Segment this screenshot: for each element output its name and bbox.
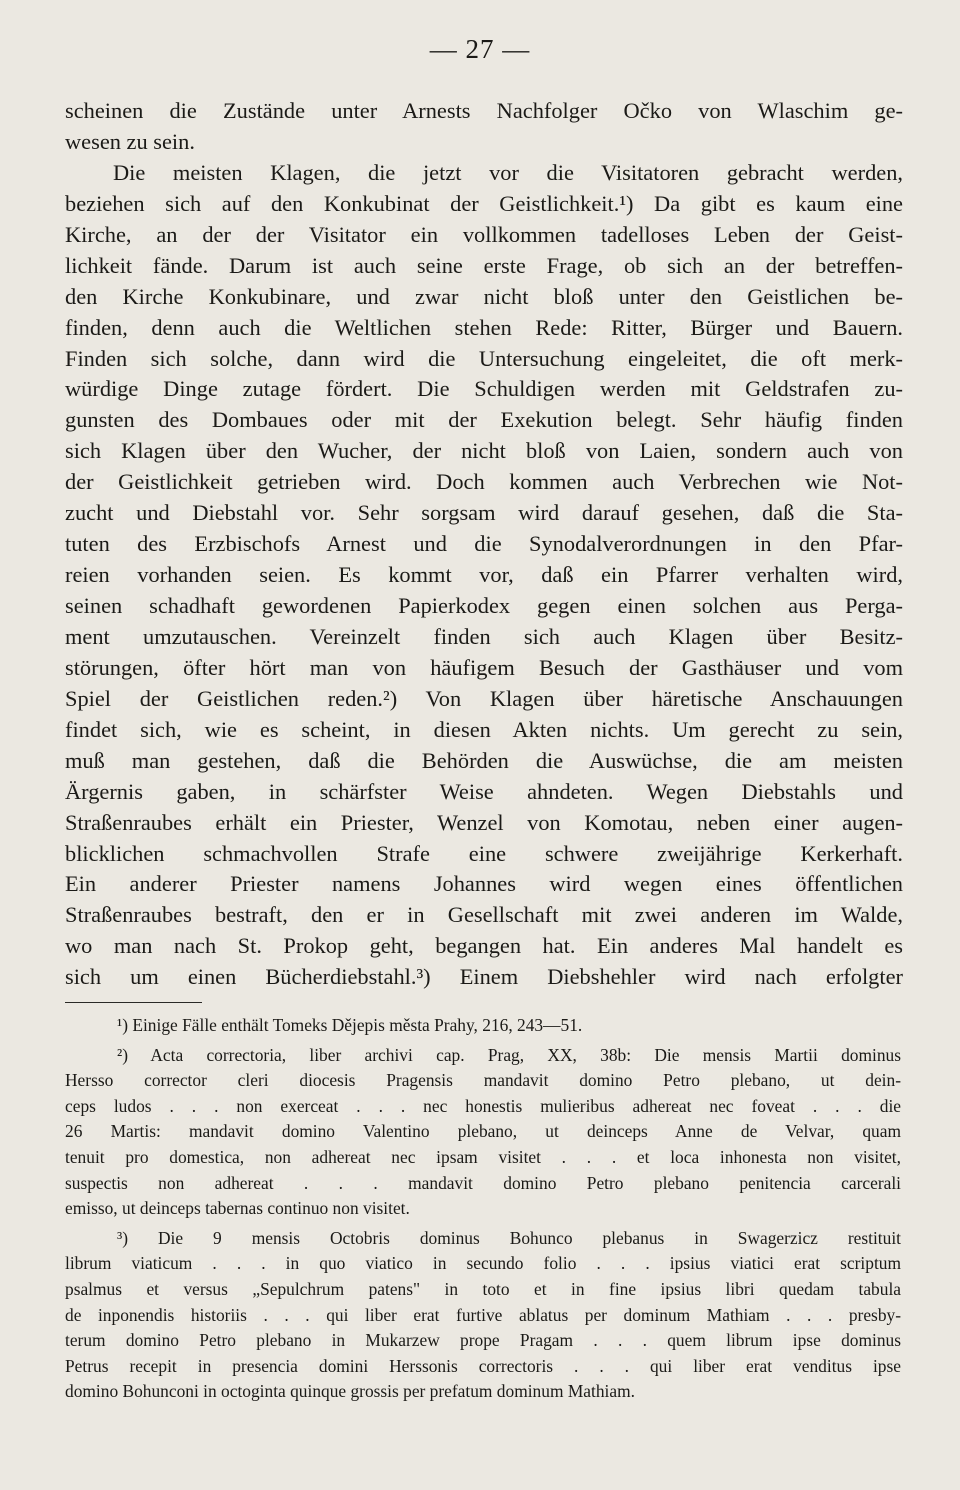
body-line: wesen zu sein. bbox=[65, 128, 195, 154]
body-line: reien vorhanden seien. Es kommt vor, daß ein Pfarrer verhalten wird, bbox=[65, 562, 903, 588]
footnote-line: ²) Acta correctoria, liber archivi cap. Prag, XX, 38b: Die mensis Martii dominus bbox=[117, 1044, 901, 1065]
body-line: seinen schadhaft gewordenen Papierkodex gegen einen solchen aus Perga- bbox=[65, 593, 903, 618]
footnote-line: suspectis non adhereat . . . mandavit domino Petro plebano penitencia carcerali bbox=[65, 1172, 901, 1193]
body-line: finden, denn auch die Weltlichen stehen Rede: Ritter, Bürger und Bauern. bbox=[65, 314, 903, 340]
footnote-line: psalmus et versus „Sepulchrum patens" in toto et in fine ipsius libri quedam tabula bbox=[65, 1278, 901, 1299]
body-line: wo man nach St. Prokop geht, begangen hat. Ein anderes Mal handelt es bbox=[65, 933, 903, 959]
body-line: Kirche, an der der Visitator ein vollkommen tadelloses Leben der Geist- bbox=[65, 221, 903, 247]
footnote-line: Hersso corrector cleri diocesis Pragensis mandavit domino Petro plebano, ut dein- bbox=[65, 1070, 901, 1091]
body-line: zucht und Diebstahl vor. Sehr sorgsam wird darauf gesehen, daß die Sta- bbox=[65, 500, 903, 526]
footnote-line: librum viaticum . . . in quo viatico in secundo folio . . . ipsius viatici erat scriptum bbox=[65, 1253, 901, 1274]
body-line: Ärgernis gaben, in schärfster Weise ahndeten. Wegen Diebstahls und bbox=[65, 778, 903, 804]
body-line: störungen, öfter hört man von häufigem Besuch der Gasthäuser und vom bbox=[65, 654, 903, 680]
body-line: blicklichen schmachvollen Strafe eine schwere zweijährige Kerkerhaft. bbox=[65, 840, 903, 866]
footnote-line: tenuit pro domestica, non adhereat nec ipsam visitet . . . et loca inhonesta non visitet, bbox=[65, 1146, 901, 1167]
footnote-line: ³) Die 9 mensis Octobris dominus Bohunco plebanus in Swagerzicz restituit bbox=[117, 1227, 901, 1248]
footnote-line: terum domino Petro plebano in Mukarzew prope Pragam . . . quem librum ipse dominus bbox=[65, 1330, 901, 1351]
body-line: Spiel der Geistlichen reden.²) Von Klagen über häretische Anschauungen bbox=[65, 685, 903, 711]
footnote-line: Petrus recepit in presencia domini Herssonis correctoris . . . qui liber erat venditus ipse bbox=[65, 1355, 901, 1376]
body-line: sich um einen Bücherdiebstahl.³) Einem Diebshehler wird nach erfolgter bbox=[65, 964, 903, 990]
body-line: tuten des Erzbischofs Arnest und die Synodalverordnungen in den Pfar- bbox=[65, 531, 903, 557]
footnote-line: 26 Martis: mandavit domino Valentino plebano, ut deinceps Anne de Velvar, quam bbox=[65, 1121, 901, 1142]
body-line: den Kirche Konkubinare, und zwar nicht bloß unter den Geistlichen be- bbox=[65, 283, 903, 309]
body-text bbox=[65, 96, 903, 993]
body-line: sich Klagen über den Wucher, der nicht bloß von Laien, sondern auch von bbox=[65, 438, 903, 464]
footnote-separator bbox=[65, 1002, 202, 1003]
body-line: Straßenraubes erhält ein Priester, Wenzel von Komotau, neben einer augen- bbox=[65, 809, 903, 835]
footnotes bbox=[65, 1013, 901, 1405]
body-line: Finden sich solche, dann wird die Untersuchung eingeleitet, die oft merk- bbox=[65, 345, 903, 371]
footnote-1 bbox=[65, 1013, 901, 1039]
body-line: beziehen sich auf den Konkubinat der Geistlichkeit.¹) Da gibt es kaum eine bbox=[65, 190, 903, 216]
body-line: gunsten des Dombaues oder mit der Exekution belegt. Sehr häufig finden bbox=[65, 407, 903, 433]
body-line: lichkeit fände. Darum ist auch seine erste Frage, ob sich an der betreffen- bbox=[65, 252, 903, 278]
body-line: Ein anderer Priester namens Johannes wird wegen eines öffentlichen bbox=[65, 871, 903, 897]
footnote-2 bbox=[65, 1043, 901, 1222]
footnote-line: domino Bohunconi in octoginta quinque grossis per prefatum dominum Mathiam. bbox=[65, 1381, 635, 1402]
footnote-line: ceps ludos . . . non exerceat . . . nec honestis mulieribus adhereat nec foveat . . . die bbox=[65, 1095, 901, 1116]
body-line: der Geistlichkeit getrieben wird. Doch kommen auch Verbrechen wie Not- bbox=[65, 469, 903, 495]
body-line: scheinen die Zustände unter Arnests Nachfolger Očko von Wlaschim ge- bbox=[65, 98, 903, 123]
body-line: würdige Dinge zutage fördert. Die Schuldigen werden mit Geldstrafen zu- bbox=[65, 376, 903, 402]
body-line: ment umzutauschen. Vereinzelt finden sich auch Klagen über Besitz- bbox=[65, 623, 903, 649]
footnote-3 bbox=[65, 1226, 901, 1405]
footnote-line: ¹) Einige Fälle enthält Tomeks Dějepis města Prahy, 216, 243—51. bbox=[117, 1015, 583, 1035]
body-line: findet sich, wie es scheint, in diesen Akten nichts. Um gerecht zu sein, bbox=[65, 716, 903, 742]
footnote-line: emisso, ut deinceps tabernas continuo non visitet. bbox=[65, 1198, 410, 1219]
body-line: Die meisten Klagen, die jetzt vor die Visitatoren gebracht werden, bbox=[113, 159, 903, 185]
footnote-line: de inponendis historiis . . . qui liber erat furtive ablatus per dominum Mathiam . . . presby- bbox=[65, 1304, 901, 1325]
page-number: — 27 — bbox=[429, 34, 531, 64]
body-line: muß man gestehen, daß die Behörden die Auswüchse, die am meisten bbox=[65, 747, 903, 773]
body-line: Straßenraubes bestraft, den er in Gesellschaft mit zwei anderen im Walde, bbox=[65, 902, 903, 928]
